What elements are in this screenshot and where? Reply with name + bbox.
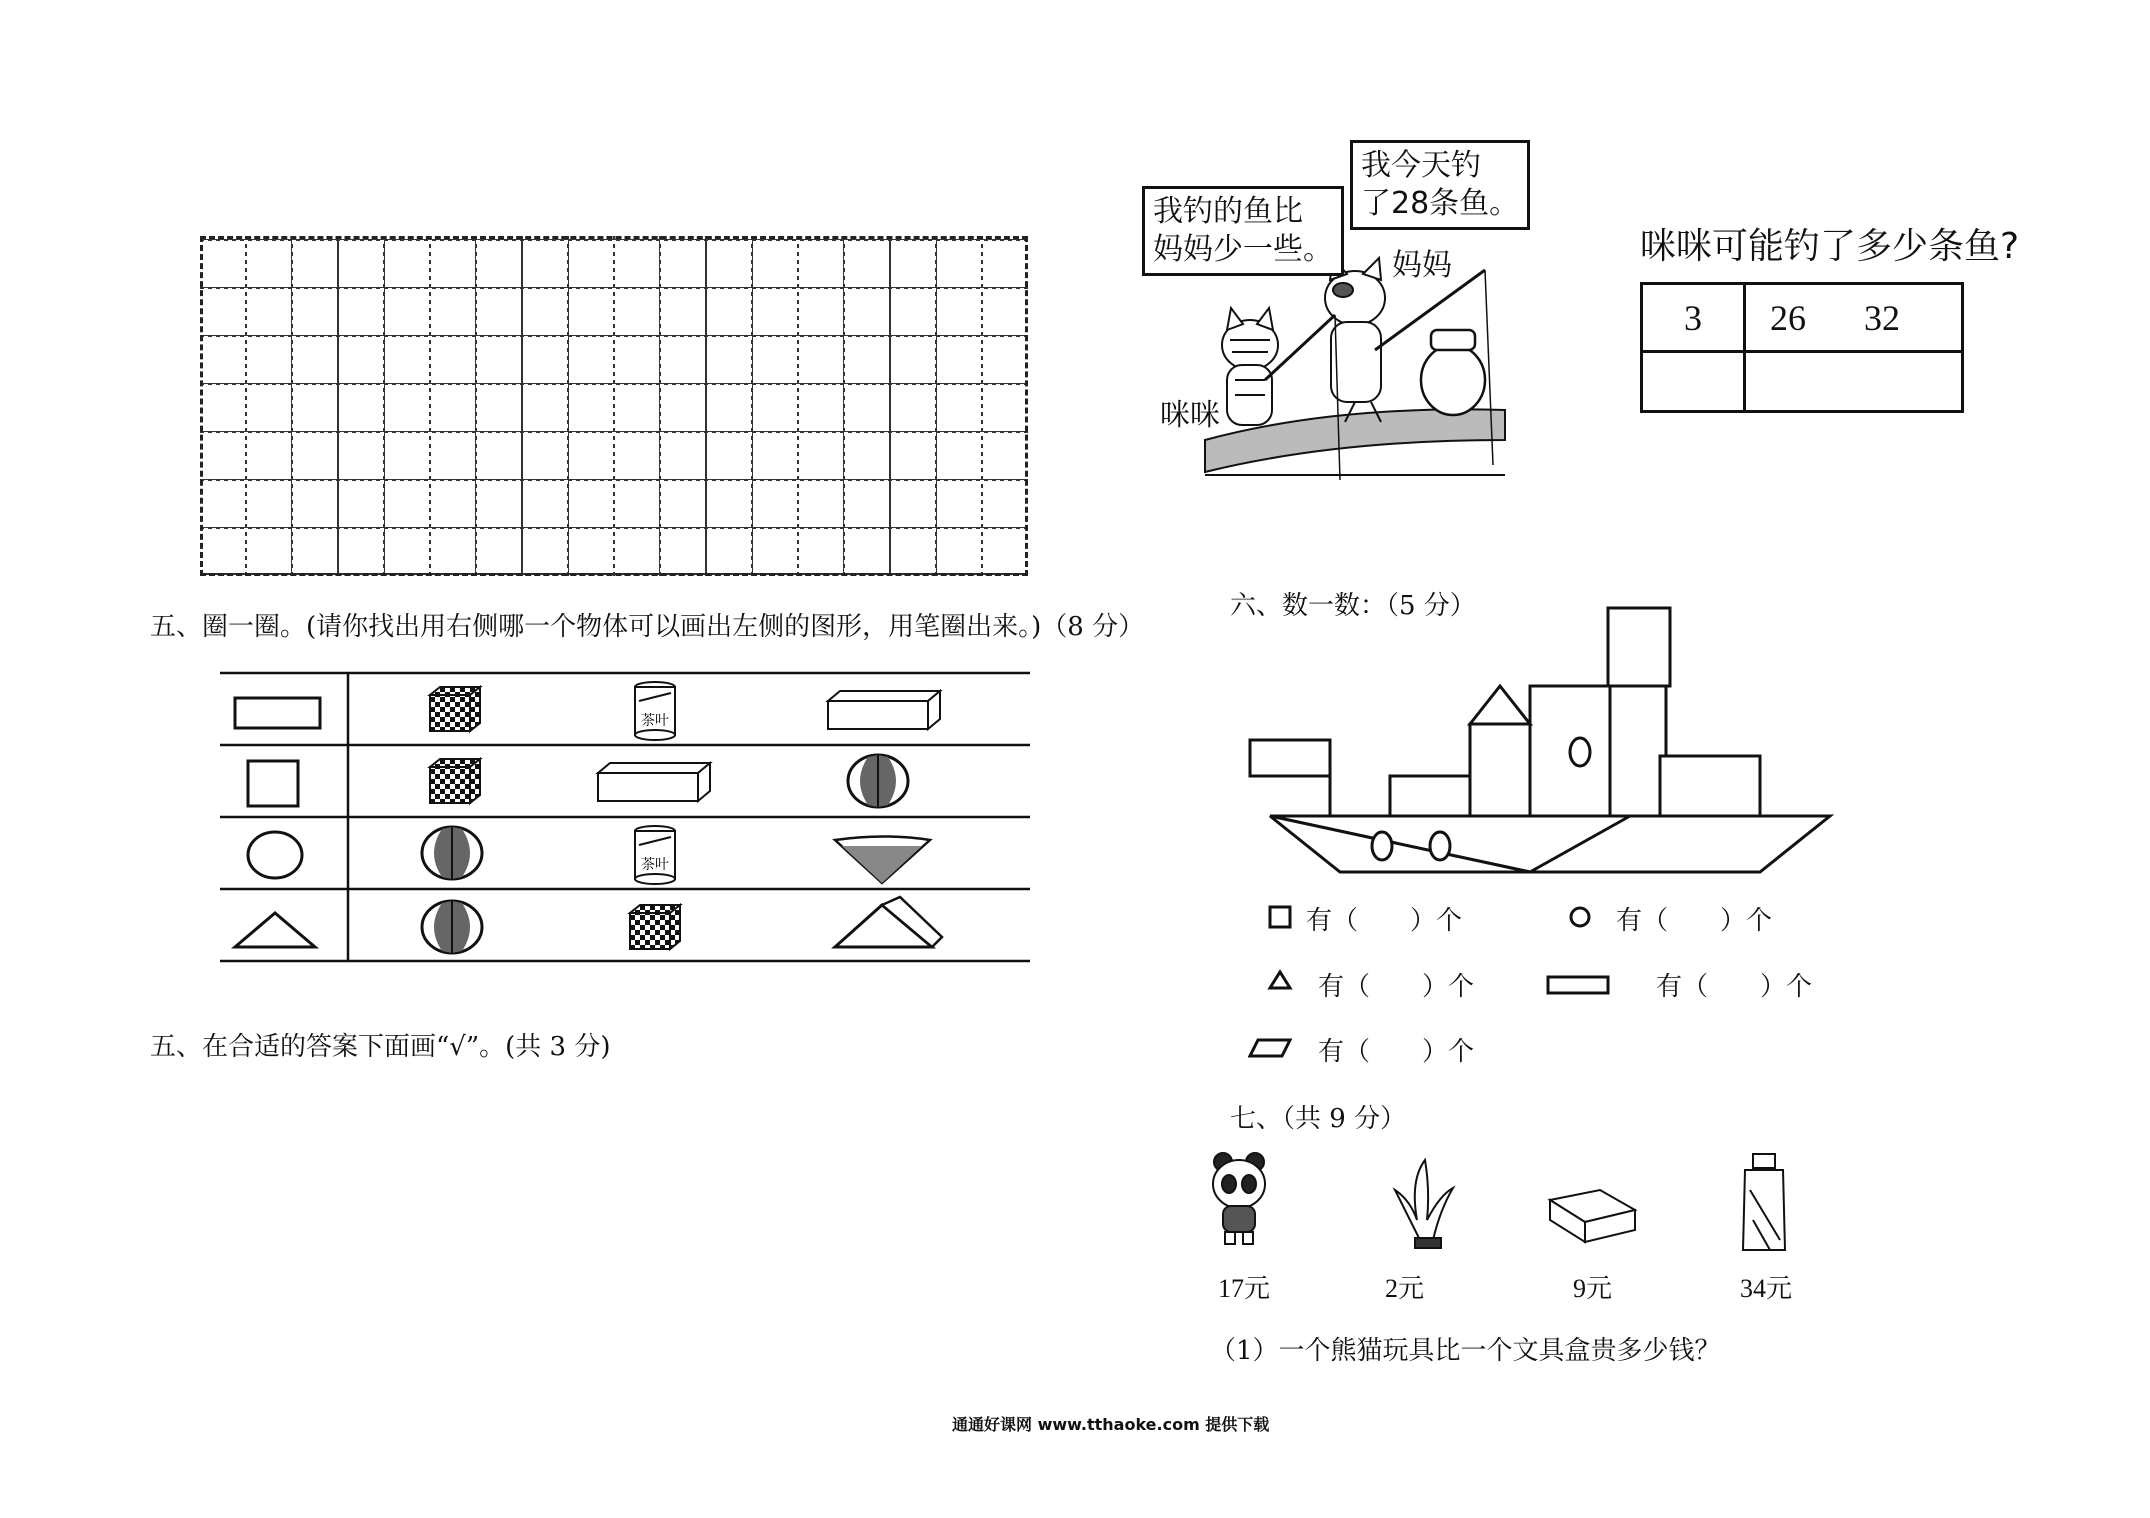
option-26[interactable]: 26 bbox=[1770, 297, 1806, 338]
parallelogram-icon bbox=[1250, 1040, 1290, 1056]
price-plant: 2元 bbox=[1385, 1274, 1425, 1303]
ball-icon bbox=[422, 901, 482, 953]
footer-credit: 通通好课网 www.tthaoke.com 提供下载 bbox=[952, 1415, 1270, 1434]
cube-icon bbox=[430, 759, 480, 803]
shape-matching-table bbox=[210, 665, 1040, 975]
square-shape bbox=[248, 761, 298, 806]
items-row bbox=[1205, 1150, 1805, 1270]
count-rectangle[interactable]: 有（ ）个 bbox=[1656, 972, 1813, 1002]
boat-figure bbox=[1240, 600, 1840, 880]
square-icon bbox=[1270, 907, 1290, 927]
cube-icon bbox=[430, 687, 480, 731]
label-mama: 妈妈 bbox=[1392, 248, 1452, 283]
label-mimi: 咪咪 bbox=[1160, 398, 1220, 433]
triangle-icon bbox=[1270, 972, 1290, 988]
option-3[interactable]: 3 bbox=[1642, 284, 1745, 352]
count-triangle[interactable]: 有（ ）个 bbox=[1318, 972, 1475, 1002]
plant-icon bbox=[1395, 1160, 1453, 1248]
speech-bubble-mimi: 我钓的鱼比 妈妈少一些。 bbox=[1142, 186, 1344, 276]
thermos-icon bbox=[1743, 1154, 1785, 1250]
circle-shape bbox=[248, 832, 302, 878]
answer-cell-2[interactable] bbox=[1745, 352, 1963, 412]
section5-circle-heading: 五、圈一圈。(请你找出用右侧哪一个物体可以画出左侧的图形，用笔圈出来。)（8 分） bbox=[150, 612, 1145, 642]
section5-check-heading: 五、在合适的答案下面画“√”。(共 3 分) bbox=[150, 1032, 611, 1062]
option-cell-26-32[interactable] bbox=[1745, 284, 1963, 352]
cube-icon bbox=[630, 905, 680, 949]
writing-grid[interactable] bbox=[200, 236, 1028, 576]
svg-text:茶叶: 茶叶 bbox=[641, 857, 669, 873]
count-circle[interactable]: 有（ ）个 bbox=[1616, 906, 1773, 936]
tea-can-icon bbox=[635, 826, 675, 884]
section7-title: 七、（共 9 分） bbox=[1230, 1104, 1407, 1134]
circle-icon bbox=[1571, 908, 1589, 926]
question-1: （1）一个熊猫玩具比一个文具盒贵多少钱？ bbox=[1210, 1336, 1721, 1366]
option-32[interactable]: 32 bbox=[1864, 297, 1900, 338]
box-icon bbox=[598, 763, 710, 801]
tea-can-icon bbox=[635, 682, 675, 740]
svg-text:茶叶: 茶叶 bbox=[641, 713, 669, 729]
ball-icon bbox=[422, 827, 482, 879]
speech-bubble-mama: 我今天钓 了28条鱼。 bbox=[1350, 140, 1530, 230]
count-square[interactable]: 有（ ）个 bbox=[1306, 906, 1463, 936]
rectangle-icon bbox=[1548, 977, 1608, 993]
count-parallelogram[interactable]: 有（ ）个 bbox=[1318, 1037, 1475, 1067]
section6-title: 六、数一数：（5 分） bbox=[1230, 591, 1476, 621]
fish-question: 咪咪可能钓了多少条鱼? bbox=[1640, 226, 2020, 267]
price-thermos: 34元 bbox=[1740, 1274, 1793, 1303]
answer-cell-1[interactable] bbox=[1642, 352, 1745, 412]
pencil-box-icon bbox=[1550, 1190, 1635, 1242]
box-icon bbox=[828, 691, 940, 729]
price-panda: 17元 bbox=[1218, 1274, 1271, 1303]
price-pencil-box: 9元 bbox=[1573, 1274, 1613, 1303]
panda-icon bbox=[1213, 1153, 1265, 1244]
rectangle-shape bbox=[235, 698, 320, 728]
fish-options-table bbox=[1640, 282, 1964, 413]
triangle-shape bbox=[235, 913, 315, 947]
ball-icon bbox=[848, 755, 908, 807]
